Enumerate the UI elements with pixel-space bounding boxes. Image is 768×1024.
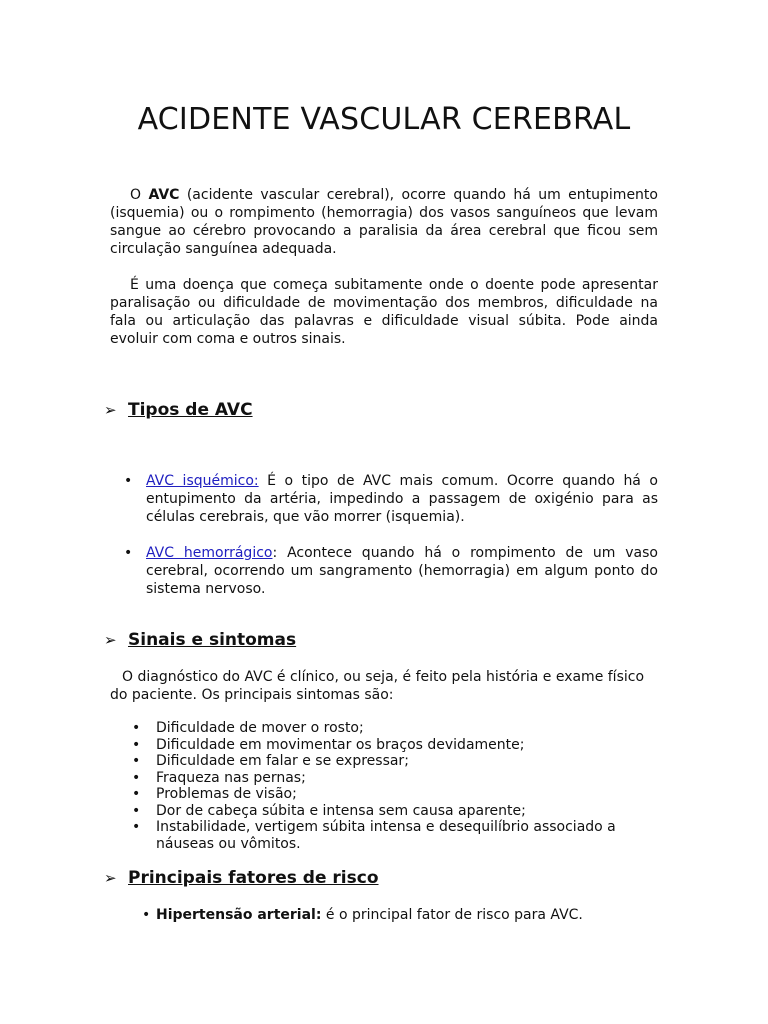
tipos-list-2 bbox=[124, 544, 658, 598]
document-title: ACIDENTE VASCULAR CEREBRAL bbox=[137, 102, 631, 137]
arrow-bullet-icon: ➢ bbox=[104, 631, 117, 649]
list-item-text: Dificuldade em falar e se expressar; bbox=[156, 753, 409, 769]
link-avc-hemorragico[interactable]: AVC hemorrágico bbox=[146, 545, 273, 561]
list-item bbox=[132, 769, 658, 787]
list-item bbox=[132, 736, 658, 754]
arrow-bullet-icon: ➢ bbox=[104, 401, 117, 419]
list-item-bold: Hipertensão arterial: bbox=[156, 907, 322, 923]
sinais-intro bbox=[110, 668, 658, 704]
intro-text: (acidente vascular cerebral), ocorre quando há um entupimento (isquemia) ou o rompimento (hemorragia) dos vasos sanguíneos que levam sangue ao cérebro provocando a paralisia da área cerebral que ficou sem circulação sanguínea adequada. bbox=[110, 187, 658, 257]
list-item-text: É o tipo de AVC mais comum. Ocorre quando há o entupimento da artéria, impedindo a passagem de oxigénio para as células cerebrais, que vão morrer (isquemia). bbox=[146, 473, 658, 525]
list-item-text: : Acontece quando há o rompimento de um vaso cerebral, ocorrendo um sangramento (hemorragia) em algum ponto do sistema nervoso. bbox=[146, 545, 658, 597]
sinais-intro-text: O diagnóstico do AVC é clínico, ou seja, é feito pela história e exame físico do paciente. Os principais sintomas são: bbox=[110, 669, 645, 703]
list-item-text: Dificuldade de mover o rosto; bbox=[156, 720, 364, 736]
list-item bbox=[132, 720, 658, 737]
intro-bold-term: AVC bbox=[148, 187, 180, 203]
intro-paragraph-1 bbox=[110, 186, 658, 258]
bullet-icon: • bbox=[124, 473, 133, 489]
bullet-icon: • bbox=[132, 786, 141, 802]
list-item bbox=[142, 907, 658, 924]
section-heading-sinais bbox=[104, 628, 296, 652]
tipos-list bbox=[124, 472, 658, 526]
intro-lead: O bbox=[130, 187, 149, 203]
arrow-bullet-icon: ➢ bbox=[104, 869, 117, 887]
bullet-icon: • bbox=[132, 802, 141, 819]
bullet-icon: • bbox=[132, 753, 141, 769]
list-item-text: Problemas de visão; bbox=[156, 786, 297, 802]
section-heading-fatores bbox=[104, 866, 379, 890]
section-heading-tipos bbox=[104, 398, 253, 422]
bullet-icon: • bbox=[132, 819, 141, 835]
bullet-icon: • bbox=[124, 545, 133, 561]
intro-text-2: É uma doença que começa subitamente onde o doente pode apresentar paralisação ou dificuldade de movimentação dos membros, dificuldade na fala ou articulação das palavras e dificuldade visual súbita. Pode ainda evoluir com coma e outros sinais. bbox=[110, 277, 658, 347]
intro-paragraph-2 bbox=[110, 276, 658, 348]
bullet-icon: • bbox=[142, 907, 151, 923]
heading-text: Sinais e sintomas bbox=[128, 630, 297, 650]
list-item bbox=[132, 753, 658, 770]
sintomas-list bbox=[132, 720, 658, 852]
list-item bbox=[124, 472, 658, 526]
list-item-text: Fraqueza nas pernas; bbox=[156, 769, 306, 786]
bullet-icon: • bbox=[132, 769, 141, 786]
list-item-text: Dificuldade em movimentar os braços devidamente; bbox=[156, 736, 525, 753]
bullet-icon: • bbox=[132, 736, 141, 753]
bullet-icon: • bbox=[132, 720, 141, 736]
list-item bbox=[124, 544, 658, 598]
list-item bbox=[132, 786, 658, 803]
heading-text: Tipos de AVC bbox=[128, 400, 253, 420]
list-item-text: é o principal fator de risco para AVC. bbox=[321, 907, 583, 923]
list-item bbox=[132, 802, 658, 820]
list-item-text: Dor de cabeça súbita e intensa sem causa aparente; bbox=[156, 802, 526, 819]
link-avc-isquemico[interactable]: AVC isquémico: bbox=[146, 473, 259, 489]
list-item bbox=[132, 819, 658, 852]
fatores-list bbox=[142, 907, 658, 924]
heading-text: Principais fatores de risco bbox=[128, 868, 379, 888]
list-item-text: Instabilidade, vertigem súbita intensa e desequilíbrio associado a náuseas ou vômitos. bbox=[156, 819, 616, 852]
